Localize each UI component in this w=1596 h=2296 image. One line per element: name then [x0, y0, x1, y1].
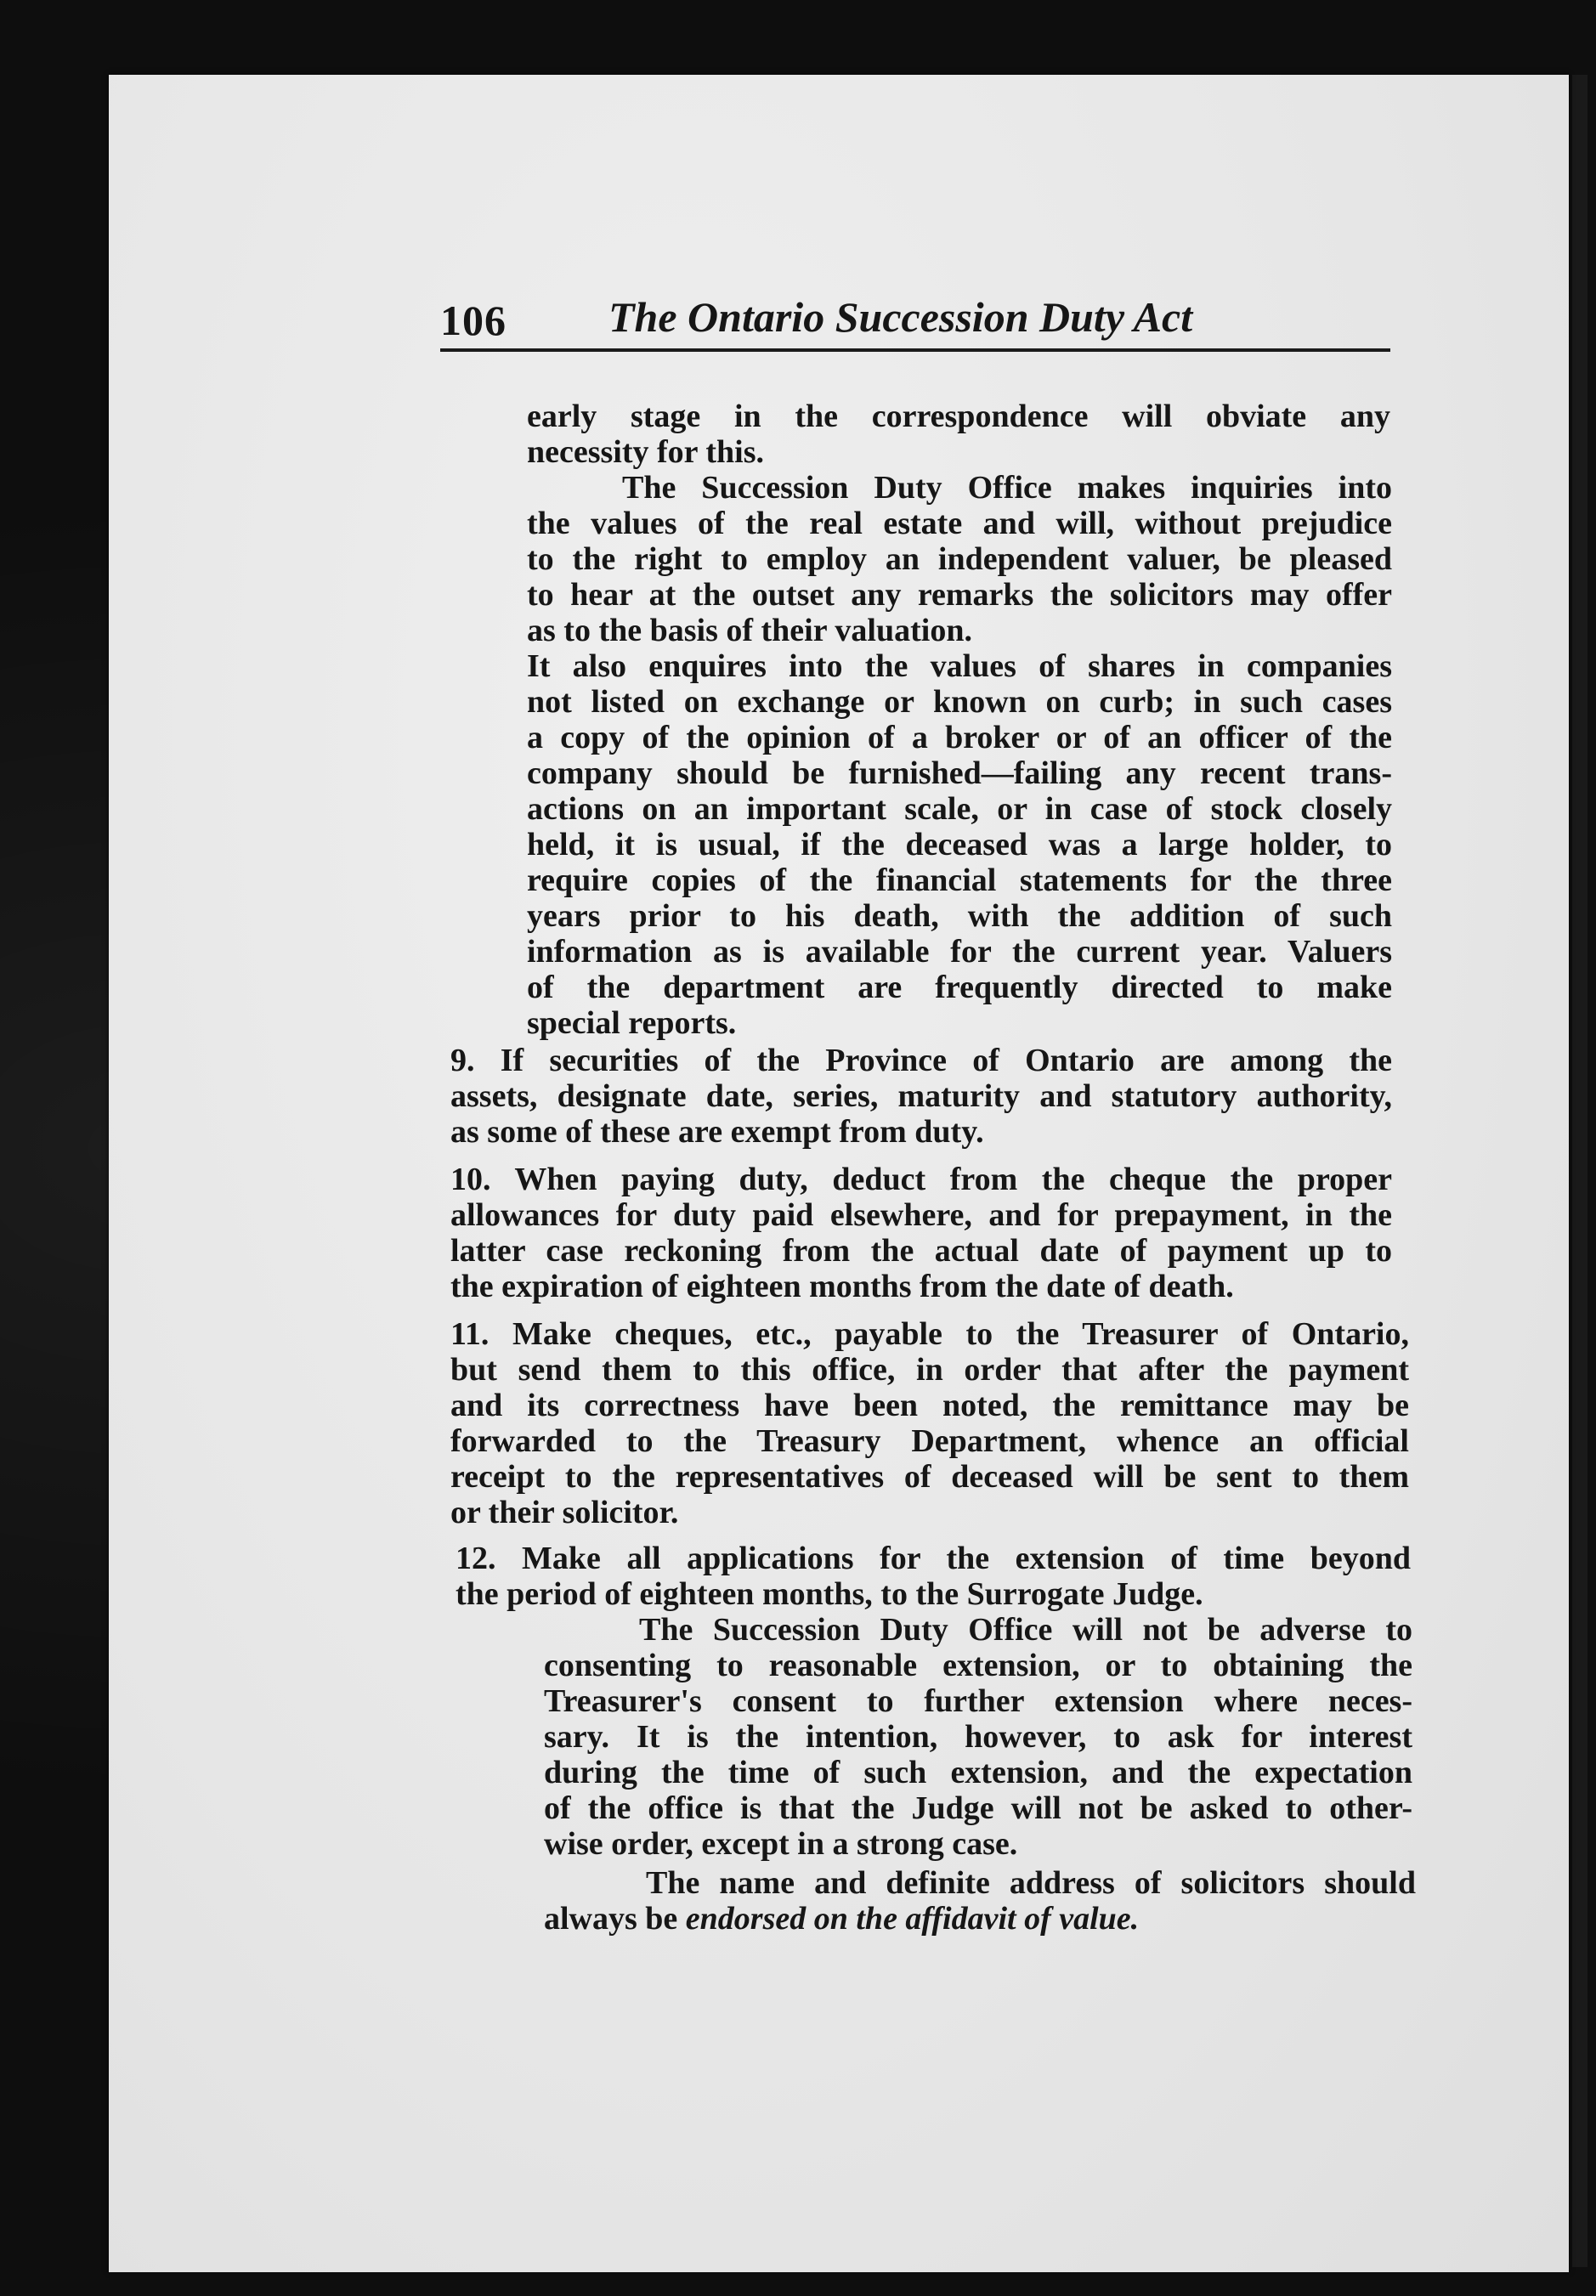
running-head: The Ontario Succession Duty Act: [608, 293, 1193, 341]
text-line: necessity for this.: [527, 434, 764, 470]
text-line: allowances for duty paid elsewhere, and for prepayment, in the: [450, 1197, 1392, 1233]
text-line: but send them to this office, in order that after the payment: [450, 1352, 1409, 1388]
text-line: information as is available for the current year. Valuers: [527, 934, 1392, 970]
page-header: [440, 293, 1390, 355]
text-line: Treasurer's consent to further extension where neces-: [544, 1683, 1412, 1719]
header-rule: [440, 348, 1390, 352]
text-line-last: [544, 1902, 1139, 1937]
italic-emphasis: endorsed on the affidavit of value.: [685, 1901, 1140, 1937]
text-line: as to the basis of their valuation.: [527, 613, 972, 648]
text-line: assets, designate date, series, maturity and statutory authority,: [450, 1078, 1392, 1114]
text-line: not listed on exchange or known on curb; in such cases: [527, 684, 1392, 720]
text-line: company should be furnished—failing any recent trans-: [527, 755, 1392, 791]
text-line: of the department are frequently directed to make: [527, 970, 1392, 1005]
text-line: sary. It is the intention, however, to ask for interest: [544, 1719, 1412, 1755]
text-line: The Succession Duty Office will not be adverse to: [639, 1612, 1412, 1648]
text-line: forwarded to the Treasury Department, whence an official: [450, 1423, 1409, 1459]
text-line: as some of these are exempt from duty.: [450, 1114, 984, 1150]
text-line: The name and definite address of solicitors should: [646, 1865, 1416, 1901]
text-line: to hear at the outset any remarks the solicitors may offer: [527, 577, 1392, 613]
text-line: the expiration of eighteen months from the date of death.: [450, 1269, 1234, 1304]
page-number: 106: [440, 297, 507, 344]
text-line: latter case reckoning from the actual date of payment up to: [450, 1233, 1392, 1269]
text-line: actions on an important scale, or in case of stock closely: [527, 791, 1392, 827]
text-line: 9. If securities of the Province of Ontario are among the: [450, 1043, 1392, 1078]
text-line: 11. Make cheques, etc., payable to the Treasurer of Ontario,: [450, 1316, 1409, 1352]
text-line: of the office is that the Judge will not be asked to other-: [544, 1790, 1412, 1826]
text-span: always be: [544, 1901, 686, 1937]
text-line: require copies of the financial statements for the three: [527, 862, 1392, 898]
text-line: early stage in the correspondence will obviate any: [527, 399, 1390, 434]
text-line: the period of eighteen months, to the Surrogate Judge.: [456, 1576, 1203, 1612]
text-line: to the right to employ an independent valuer, be pleased: [527, 541, 1392, 577]
text-line: 12. Make all applications for the extension of time beyond: [456, 1541, 1411, 1576]
text-line: It also enquires into the values of shares in companies: [527, 648, 1392, 684]
binding-shadow: [1572, 75, 1588, 2267]
text-line: and its correctness have been noted, the remittance may be: [450, 1388, 1409, 1423]
text-line: special reports.: [527, 1005, 737, 1041]
text-line: during the time of such extension, and the expectation: [544, 1755, 1412, 1790]
text-line: years prior to his death, with the addition of such: [527, 898, 1392, 934]
text-line: receipt to the representatives of deceased will be sent to them: [450, 1459, 1409, 1495]
text-line: or their solicitor.: [450, 1495, 679, 1530]
text-line: consenting to reasonable extension, or to obtaining the: [544, 1648, 1412, 1683]
text-line: a copy of the opinion of a broker or of an officer of the: [527, 720, 1392, 755]
text-line: 10. When paying duty, deduct from the cheque the proper: [450, 1162, 1392, 1197]
text-line: The Succession Duty Office makes inquiries into: [622, 470, 1392, 506]
text-line: wise order, except in a strong case.: [544, 1826, 1018, 1862]
text-line: held, it is usual, if the deceased was a large holder, to: [527, 827, 1392, 862]
text-line: the values of the real estate and will, without prejudice: [527, 506, 1392, 541]
